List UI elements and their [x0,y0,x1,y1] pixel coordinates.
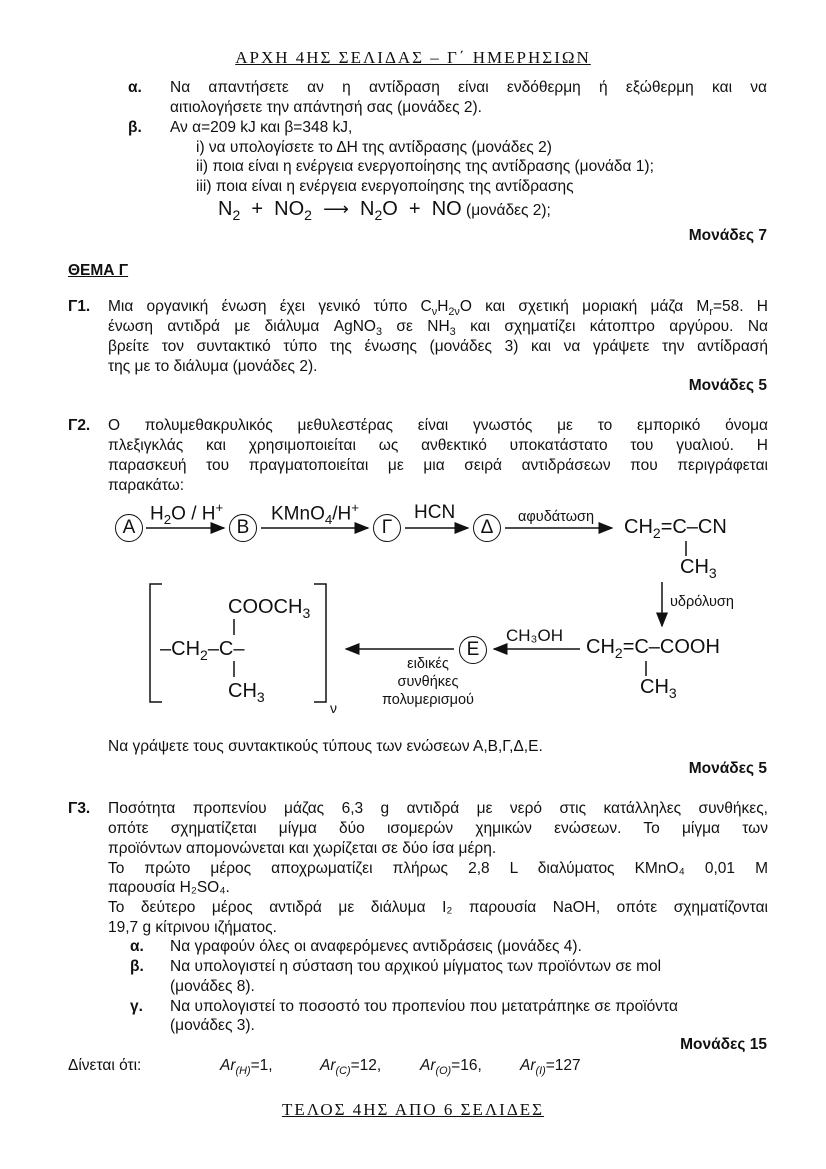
g3-line4: Το πρώτο μέρος αποχρωματίζει πλήρως 2,8 L διαλύματος KMnO₄ 0,01 M [108,860,768,877]
g1-line1: Μια οργανική ένωση έχει γενικό τύπο $C_\nu H_{2\nu}O$ και σχετική μοριακή μάζα $M_r=58$. Η [108,298,769,319]
g2-line1: Ο πολυμεθακρυλικός μεθυλεστέρας είναι γνωστός με το εμπορικό όνομα [108,417,768,434]
reagent-hcn: HCN [414,502,456,523]
g1-line3: βρείτε τον συντακτικό τύπο της ένωσης (μονάδες 3) και να γράψετε την αντίδρασή [108,338,768,355]
compound-a: Α [115,514,143,542]
given-label: Δίνεται ότι: [68,1057,142,1074]
g3-a-label: α. [130,938,144,955]
reagent-kmno4: KMnO$_4$/H+ [271,500,360,528]
part-b-intro: Αν α=209 kJ και β=348 kJ, [170,119,353,136]
reagent-h2o-h: $H_2O / H^+$ [150,500,224,528]
page-header: ΑΡΧΗ 4ΗΣ ΣΕΛΙΔΑΣ – Γ΄ ΗΜΕΡΗΣΙΩΝ [235,48,591,67]
g2-line4: παρακάτω: [108,477,185,494]
g2-marks: Μονάδες 5 [688,760,767,777]
g3-a-text: Να γραφούν όλες οι αναφερόμενες αντιδράσεις (μονάδες 4). [170,938,582,955]
g3-label: Γ3. [68,800,91,817]
step-hydrolysis: υδρόλυση [670,594,734,610]
g3-c-text1: Να υπολογιστεί το ποσοστό του προπενίου που μετατράπηκε σε προϊόντα [170,998,678,1015]
product-acid-ch3: $CH_3$ [640,676,677,701]
given-h: $Ar_{(H)}=1$, [220,1057,273,1078]
compound-g: Γ [373,514,401,542]
given-i: $Ar_{(I)}=127$ [520,1057,581,1078]
g1-marks: Μονάδες 5 [688,377,767,394]
g3-b-text1: Να υπολογιστεί η σύσταση του αρχικού μίγματος των προϊόντων σε mol [170,958,662,975]
g1-line2-c: και σχηματίζει κάτοπτρο αργύρου. Να [455,318,769,335]
given-i-val: =127 [545,1057,581,1074]
g3-b-text2: (μονάδες 8). [170,978,255,995]
part-a-line2: αιτιολογήσετε την απάντησή σας (μονάδες 2). [170,99,482,116]
product-acid: $CH_2=C$–COOH [586,636,720,661]
g3-c-label: γ. [130,998,143,1015]
product-nitrile: $CH_2=C-CN$ [624,516,727,541]
polymer-n: ν [330,700,337,716]
g2-ask: Να γράψετε τους συντακτικούς τύπους των ενώσεων Α,Β,Γ,Δ,Ε. [108,738,543,755]
g1-label: Γ1. [68,298,91,315]
compound-b: Β [229,514,257,542]
bracket-left [150,584,162,702]
g1-line2-a: ένωση αντιδρά με διάλυμα AgNO [108,318,376,335]
given-c-val: =12, [350,1057,382,1074]
given-c: $Ar_{(C)}=12$, [320,1057,382,1078]
cond-3: πολυμερισμού [381,692,474,708]
polymer-cooch3: $COOCH_3$ [228,596,311,621]
g3-marks: Μονάδες 15 [680,1036,767,1053]
g3-line2: οπότε σχηματίζεται μίγμα δύο ισομερών χημικών ενώσεων. Το μίγμα των [108,820,768,837]
g3-line7: 19,7 g κίτρινου ιζήματος. [108,919,277,936]
g1-line4: της με το διάλυμα (μονάδες 2). [108,358,318,375]
g1-line2: ένωση αντιδρά με διάλυμα AgNO$_3$ σε $NH_3$ και σχηματίζει κάτοπτρο αργύρου. Να [108,318,769,339]
g3-line5: παρουσία H₂SO₄. [108,879,230,896]
cond-1: ειδικές [407,656,449,672]
cond-2: συνθήκες [397,674,459,690]
reaction-units: (μονάδες 2); [466,202,551,219]
reagent-ch3oh: CH₃OH [506,626,563,645]
g3-line3: προϊόντων απομονώνεται και χωρίζεται σε δύο ίσα μέρη. [108,840,497,857]
theme-title: ΘΕΜΑ Γ [68,262,129,279]
g3-b-label: β. [130,958,144,975]
part-a-line1: Να απαντήσετε αν η αντίδραση είναι ενδόθερμη ή εξώθερμη και να [170,79,767,96]
g2-line2: πλεξιγκλάς και χρησιμοποιείται ως ανθεκτικό υποκατάστατο του γυαλιού. Η [108,437,768,454]
g3-c-text2: (μονάδες 3). [170,1017,255,1034]
g3-line1: Ποσότητα προπενίου μάζας 6,3 g αντιδρά με νερό στις κατάλληλες συνθήκες, [108,800,768,817]
part-b-iii: iii) ποια είναι η ενέργεια ενεργοποίησης της αντίδρασης [196,178,574,195]
polymer-backbone: $-CH_2-C-$ [160,638,245,663]
marks-b1: Μονάδες 7 [688,227,767,244]
compound-d: Δ [473,514,501,542]
step-dehydration: αφυδάτωση [518,509,595,525]
page-footer: ΤΕΛΟΣ 4ΗΣ ΑΠΟ 6 ΣΕΛΙΔΕΣ [281,1100,545,1119]
g2-line3: παρασκευή του πραγματοποιείται με μια σειρά αντιδράσεων που περιγράφεται [108,457,768,474]
compound-e: Ε [459,636,487,664]
given-o-val: =16, [451,1057,482,1074]
bracket-right [314,584,326,702]
g2-label: Γ2. [68,417,91,434]
part-b-ii: ii) ποια είναι η ενέργεια ενεργοποίησης της αντίδρασης (μονάδα 1); [196,158,654,175]
reaction-equation: $N_2 + NO_2$ ⟶ $N_2O$ + NO (μονάδες 2); [218,198,551,223]
g1-line2-b: σε NH [382,318,450,335]
given-h-val: =1, [250,1057,273,1074]
part-a-label: α. [128,79,142,96]
g3-line6: Το δεύτερο μέρος αντιδρά με διάλυμα I₂ παρουσία NaOH, οπότε σχηματίζονται [108,899,768,916]
given-o: $Ar_{(O)}=16$, [420,1057,482,1078]
part-b-i: i) να υπολογίσετε το ΔΗ της αντίδρασης (μονάδες 2) [196,139,552,156]
product-nitrile-ch3: $CH_3$ [680,556,717,581]
part-b-label: β. [128,119,142,136]
polymer-ch3: $CH_3$ [228,680,265,705]
